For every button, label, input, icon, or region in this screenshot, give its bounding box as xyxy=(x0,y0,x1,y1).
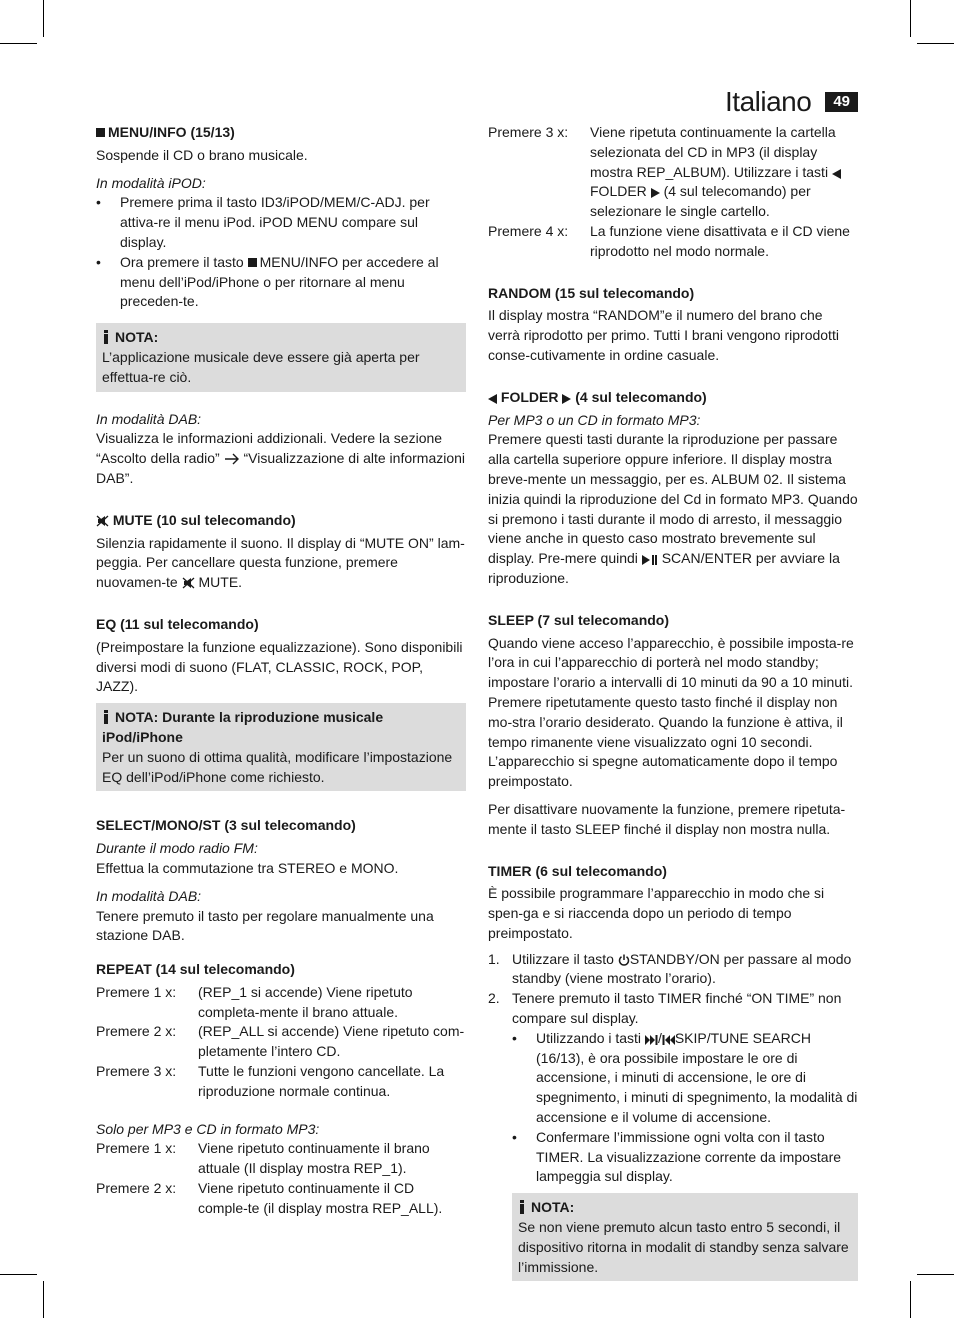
dab-text: Tenere premuto il tasto per regolare manualmente una stazione DAB. xyxy=(96,907,434,944)
repeat-row: Premere 2 x: (REP_ALL si accende) Viene ripetuto com-pletamente l’intero CD. xyxy=(96,1023,465,1060)
eq-text: (Preimpostare la funzione equalizzazione). Sono disponibili diversi modi di suono (FLAT, CLASSIC, ROCK, POP, JAZZ). xyxy=(96,638,463,695)
left-column xyxy=(96,123,466,1219)
ipod-bullets xyxy=(96,193,466,312)
repeat-row: Premere 1 x: (REP_1 si accende) Viene ripetuto completa-mente il brano attuale. xyxy=(96,983,413,1020)
ipod-mode-label: In modalità iPOD: xyxy=(96,174,206,191)
note-title: NOTA: xyxy=(115,329,159,346)
page-number: 49 xyxy=(825,92,858,112)
crop-mark xyxy=(910,0,911,37)
select-heading: SELECT/MONO/ST (3 sul telecomando) xyxy=(96,817,356,834)
timer-text: È possibile programmare l’apparecchio in modo che si spen-ga e si riaccenda dopo un periodo di tempo preimpostato. xyxy=(488,885,825,941)
info-icon xyxy=(518,1200,526,1214)
crop-mark xyxy=(917,43,954,44)
note-text: Per un suono di ottima qualità, modificare l’impostazione EQ dell’iPod/iPhone come richiesto. xyxy=(102,748,453,785)
dab-mode-label: In modalità DAB: xyxy=(96,887,202,904)
folder-text: Premere questi tasti durante la riproduzione per passare alla cartella superiore oppure inferiore. Il display mostra breve-mente un messaggio, per es. ALBUM 02. Il sistema inizia quindi la riproduzione del Cd in formato MP3. Quando si premono i tasti durante il modo di arresto, il messaggio viene anche in questo caso mostrato brevemente sul display. Pre-mere quindi SCAN/ENTER per avviare la riproduzione. xyxy=(488,431,858,586)
note-box xyxy=(512,1193,858,1281)
list-item: • Ora premere il tasto MENU/INFO per accedere al menu dell’iPod/iPhone o per ritornare al menu preceden-te. xyxy=(96,253,439,310)
note-title: NOTA: xyxy=(531,1199,575,1216)
timer-substeps xyxy=(512,1029,858,1187)
fm-text: Effettua la commutazione tra STEREO e MONO. xyxy=(96,859,399,876)
repeat-row: Premere 3 x: Viene ripetuta continuamente la cartella selezionata del CD in MP3 (il display mostra REP_ALBUM). Utilizzare i tasti FOLDER (4 sul telecomando) per selezionare le single cartello. xyxy=(488,123,858,222)
skip-previous-icon xyxy=(662,1035,675,1045)
stop-square-icon xyxy=(248,258,257,267)
crop-mark xyxy=(0,1274,37,1275)
repeat-row: Premere 1 x: Viene ripetuto continuamente il brano attuale (Il display mostra REP_1). xyxy=(96,1140,430,1177)
folder-mode-label: Per MP3 o un CD in formato MP3: xyxy=(488,411,701,428)
note-text: Se non viene premuto alcun tasto entro 5 secondi, il dispositivo ritorna in modalit di standby senza salvare l’immissione. xyxy=(518,1219,849,1275)
arrow-right-icon xyxy=(224,453,240,465)
dab-mode-label: In modalità DAB: xyxy=(96,410,202,427)
folder-heading: FOLDER (4 sul telecomando) xyxy=(488,388,858,408)
note-text: L’applicazione musicale deve essere già aperta per effettua-re ciò. xyxy=(102,348,420,385)
list-item: 2. Tenere premuto il tasto TIMER finché “ON TIME” non compare sul display. • Utilizzando i tasti / SKIP/TUNE SEARCH (16/13), è ora possibile impostare le ore di accensione, i minuti di accensione, le ore di spegnimento, i minuti di spegnimento, la modalità di accensione e il volume di accensione. • Confermare l’immissione ogni volta con il tasto TIMER. La visualizzazione corrente da impostare lampeggia sul display. NOTA: Se non viene premuto alcun tasto entro 5 secondi, il dispositivo ritorna in modalit di standby senza salvare l’immissione. xyxy=(488,989,858,1281)
crop-mark xyxy=(43,0,44,37)
note-box xyxy=(96,703,466,791)
stop-square-icon xyxy=(96,128,105,137)
eq-heading: EQ (11 sul telecomando) xyxy=(96,615,259,632)
mute-text: Silenzia rapidamente il suono. Il display di “MUTE ON” lam-peggia. Per cancellare questa funzione, premere nuovamen-te MUTE. xyxy=(96,534,465,591)
crop-mark xyxy=(0,43,37,44)
random-heading: RANDOM (15 sul telecomando) xyxy=(488,284,695,301)
repeat-row: Premere 3 x: Tutte le funzioni vengono cancellate. La riproduzione normale continua. xyxy=(96,1063,445,1099)
skip-next-icon xyxy=(645,1035,658,1045)
right-column xyxy=(488,123,858,1281)
note-box xyxy=(96,323,466,391)
crop-mark xyxy=(910,1281,911,1318)
repeat-row: Premere 2 x: Viene ripetuto continuamente il CD comple-te (il display mostra REP_ALL). xyxy=(96,1180,443,1216)
mp3-mode-label: Solo per MP3 e CD in formato MP3: xyxy=(96,1120,320,1137)
triangle-left-icon xyxy=(488,394,497,404)
page-header xyxy=(725,86,858,118)
timer-heading: TIMER (6 sul telecomando) xyxy=(488,862,667,879)
mute-speaker-icon xyxy=(182,577,195,589)
sleep-heading: SLEEP (7 sul telecomando) xyxy=(488,611,670,628)
fm-mode-label: Durante il modo radio FM: xyxy=(96,840,258,857)
sleep-text: Quando viene acceso l’apparecchio, è possibile imposta-re l’ora in cui l’apparecchio di porterà nel modo standby; impostare l’orario a intervalli di 10 minuti da 90 a 10 minuti. Premere ripetutamente questo tasto finché il display non mo-stra l’orario desiderato. Quando la funzione è attiva, il tempo rimanente viene visualizzato ogni 10 secondi. L’apparecchio si spegne automaticamente dopo il tempo preimpostato. xyxy=(488,634,854,790)
dab-info-text: Visualizza le informazioni addizionali. Vedere la sezione “Ascolto della radio” “Visualizzazione di alte informazioni DAB”. xyxy=(96,430,466,486)
power-icon xyxy=(618,954,630,966)
timer-steps xyxy=(488,950,858,1282)
info-icon xyxy=(102,710,110,724)
list-item: • Premere prima il tasto ID3/iPOD/MEM/C-ADJ. per attiva-re il menu iPod. iPOD MENU compare sul display. xyxy=(96,194,430,250)
list-item: 1. Utilizzare il tasto STANDBY/ON per passare al modo standby (viene mostrato l’orario). xyxy=(488,950,852,987)
sleep-text: Per disattivare nuovamente la funzione, premere ripetuta-mente il tasto SLEEP finché il display non mostra nulla. xyxy=(488,800,846,837)
triangle-left-icon xyxy=(832,169,841,179)
list-item: • Utilizzando i tasti / SKIP/TUNE SEARCH (16/13), è ora possibile impostare le ore di accensione, i minuti di accensione, le ore di spegnimento, i minuti di spegnimento, la modalità di accensione e il volume di accensione. xyxy=(512,1029,858,1126)
random-text: Il display mostra “RANDOM”e il numero del brano che verrà riprodotto per primo. Tutti I brani vengono riprodotti conse-cutivamente in ordine casuale. xyxy=(488,307,839,363)
play-pause-icon xyxy=(642,555,658,565)
mute-speaker-icon xyxy=(96,515,109,527)
triangle-right-icon xyxy=(562,394,571,404)
language-title: Italiano xyxy=(725,86,812,117)
info-icon xyxy=(102,330,110,344)
repeat-row: Premere 4 x: La funzione viene disattivata e il CD viene riprodotto nel modo normale. xyxy=(488,222,850,259)
note-title: NOTA: Durante la riproduzione musicale iPod/iPhone xyxy=(102,709,384,745)
list-item: • Confermare l’immissione ogni volta con il tasto TIMER. La visualizzazione corrente da impostare lampeggia sul display. xyxy=(512,1128,842,1185)
mute-heading: MUTE (10 sul telecomando) xyxy=(96,511,466,531)
repeat-heading: REPEAT (14 sul telecomando) xyxy=(96,961,295,978)
triangle-right-icon xyxy=(651,188,660,198)
menu-info-desc: Sospende il CD o brano musicale. xyxy=(96,146,308,163)
crop-mark xyxy=(917,1274,954,1275)
crop-mark xyxy=(43,1281,44,1318)
menu-info-heading: MENU/INFO (15/13) xyxy=(96,123,466,143)
